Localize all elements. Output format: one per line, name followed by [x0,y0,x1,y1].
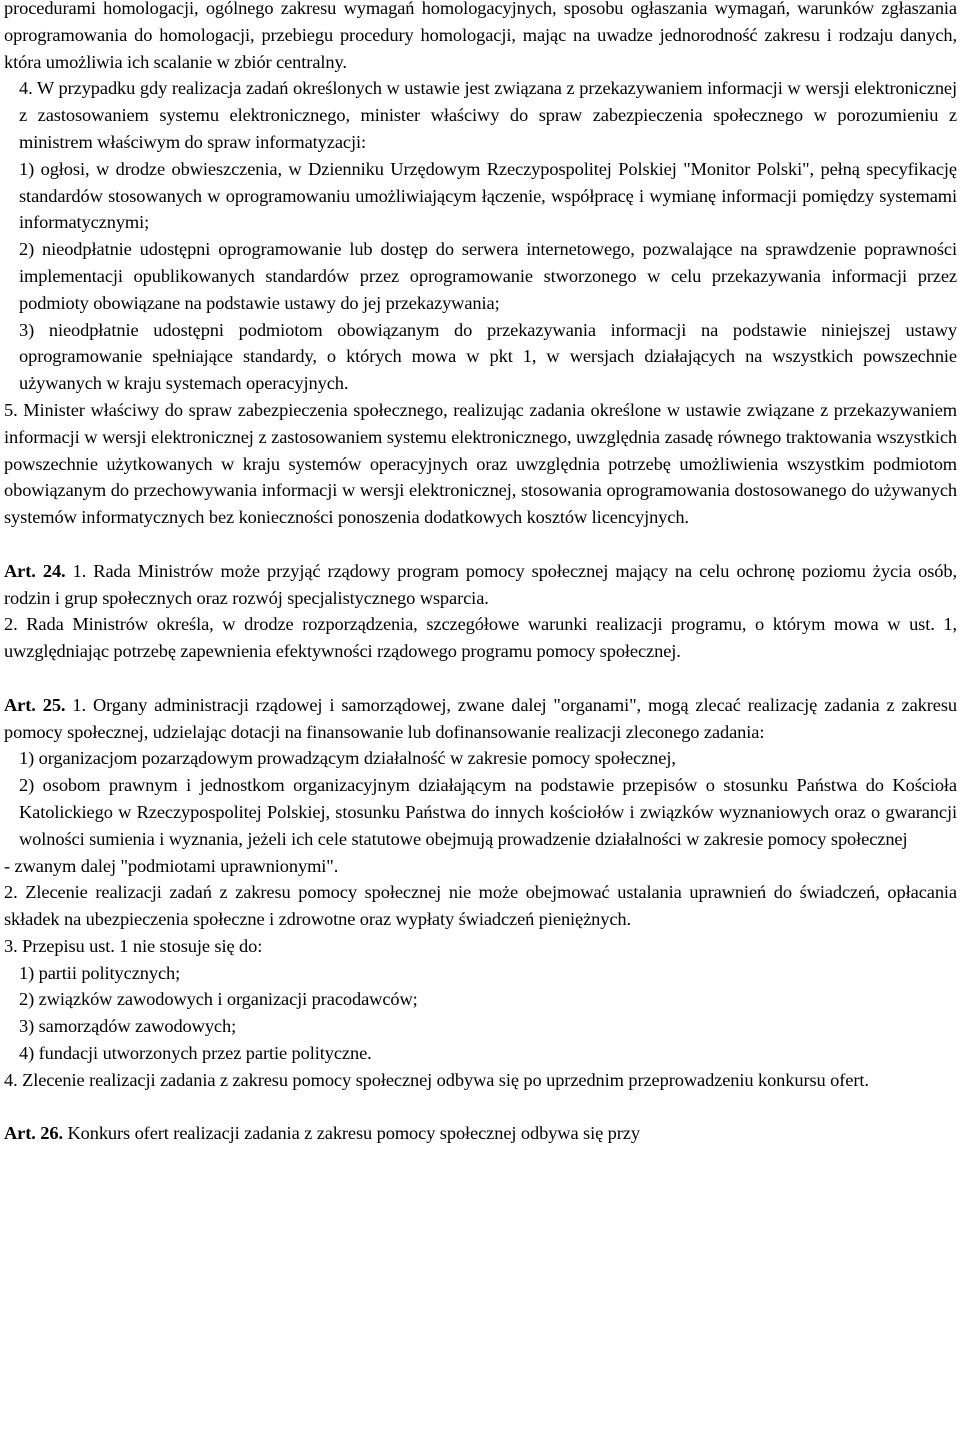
article-25-para-1-item-2: 2) osobom prawnym i jednostkom organizacyjnym działającym na podstawie przepisów o stosunku Państwa do Kościoła Katolickiego w Rzeczypospolitej Polskiej, stosunku Państwa do innych kościołów i związków wyznaniowych oraz o gwarancji wolności sumienia i wyznania, jeżeli ich cele statutowe obejmują prowadzenie działalności w zakresie pomocy społecznej [19,775,957,849]
article-25-para-3-item-1: 1) partii politycznych; [19,962,181,983]
article-25-para-3-item-2: 2) związków zawodowych i organizacji pracodawców; [19,989,418,1010]
article-25-para-2: 2. Zlecenie realizacji zadań z zakresu pomocy społecznej nie może obejmować ustalania uprawnień do świadczeń, opłacania składek na ubezpieczenia społeczne i zdrowotne oraz wypłaty świadczeń pieniężnych. [4,882,957,930]
article-25-para-1-tail: - zwanym dalej "podmiotami uprawnionymi". [4,855,339,876]
spacer [4,665,957,692]
paragraph-4: 4. W przypadku gdy realizacja zadań określonych w ustawie jest związana z przekazywaniem informacji w wersji elektronicznej z zastosowaniem systemu elektronicznego, minister właściwy do spraw zabezpieczenia społecznego w porozumieniu z ministrem właściwym do spraw informatyzacji: [19,78,957,152]
article-24-para-2: 2. Rada Ministrów określa, w drodze rozporządzenia, szczegółowe warunki realizacji programu, o którym mowa w ust. 1, uwzględniając potrzebę zapewnienia efektywności rządowego programu pomocy społecznej. [4,614,957,662]
article-24-para-1-text: 1. Rada Ministrów może przyjąć rządowy program pomocy społecznej mający na celu ochronę poziomu życia osób, rodzin i grup społecznych oraz rozwój specjalistycznego wsparcia. [4,560,957,608]
paragraph-5: 5. Minister właściwy do spraw zabezpieczenia społecznego, realizując zadania określone w ustawie związane z przekazywaniem informacji w wersji elektronicznej z zastosowaniem systemu elektronicznego, uwzględnia zasadę równego traktowania wszystkich powszechnie użytkowanych w kraju systemów operacyjnych oraz uwzględnia potrzebę umożliwienia wszystkim podmiotom obowiązanym do przechowywania informacji w wersji elektronicznej, stosowania oprogramowania dostosowanego do używanych systemów informatycznych bez konieczności ponoszenia dodatkowych kosztów licencyjnych. [4,399,957,528]
article-25-para-3-item-3: 3) samorządów zawodowych; [19,1016,237,1037]
article-25-para-3: 3. Przepisu ust. 1 nie stosuje się do: [4,935,263,956]
paragraph-4-item-1: 1) ogłosi, w drodze obwieszczenia, w Dzienniku Urzędowym Rzeczypospolitej Polskiej "Monitor Polski", pełną specyfikację standardów stosowanych w oprogramowaniu umożliwiającym łączenie, współpracę i wymianę informacji pomiędzy systemami informatycznymi; [19,158,957,233]
article-25-label: Art. 25. [4,694,66,715]
spacer [4,531,957,558]
spacer [4,1094,957,1121]
article-25-para-4: 4. Zlecenie realizacji zadania z zakresu pomocy społecznej odbywa się po uprzednim przeprowadzeniu konkursu ofert. [4,1069,869,1090]
article-26-label: Art. 26. [4,1123,63,1144]
article-25-para-1 [4,692,957,746]
paragraph-4-item-2: 2) nieodpłatnie udostępni oprogramowanie lub dostęp do serwera internetowego, pozwalające na sprawdzenie poprawności implementacji opublikowanych standardów przez oprogramowanie stworzonego w celu przekazywania informacji przez podmioty obowiązane na podstawie ustawy do jej przekazywania; [19,239,957,313]
article-24-label: Art. 24. [4,560,66,581]
article-24-para-1 [4,558,957,612]
article-25-para-1-text: 1. Organy administracji rządowej i samorządowej, zwane dalej "organami", mogą zlecać realizację zadania z zakresu pomocy społecznej, udzielając dotacji na finansowanie lub dofinansowanie realizacji zleconego zadania: [4,694,958,742]
article-25-para-3-item-4: 4) fundacji utworzonych przez partie polityczne. [19,1043,372,1064]
paragraph-continuation: procedurami homologacji, ogólnego zakresu wymagań homologacyjnych, sposobu ogłaszania wymagań, warunków zgłaszania oprogramowania do homologacji, przebiegu procedury homologacji, mając na uwadze jednorodność zakresu i rodzaju danych, która umożliwia ich scalanie w zbiór centralny. [4,0,957,72]
article-25-para-1-item-1: 1) organizacjom pozarządowym prowadzącym działalność w zakresie pomocy społecznej, [19,748,676,769]
article-26-para [4,1120,957,1147]
article-26-text: Konkurs ofert realizacji zadania z zakresu pomocy społecznej odbywa się przy [62,1123,640,1144]
paragraph-4-item-3: 3) nieodpłatnie udostępni podmiotom obowiązanym do przekazywania informacji na podstawie niniejszej ustawy oprogramowanie spełniające standardy, o których mowa w pkt 1, w wersjach działających na wszystkich powszechnie używanych w kraju systemach operacyjnych. [19,319,957,394]
